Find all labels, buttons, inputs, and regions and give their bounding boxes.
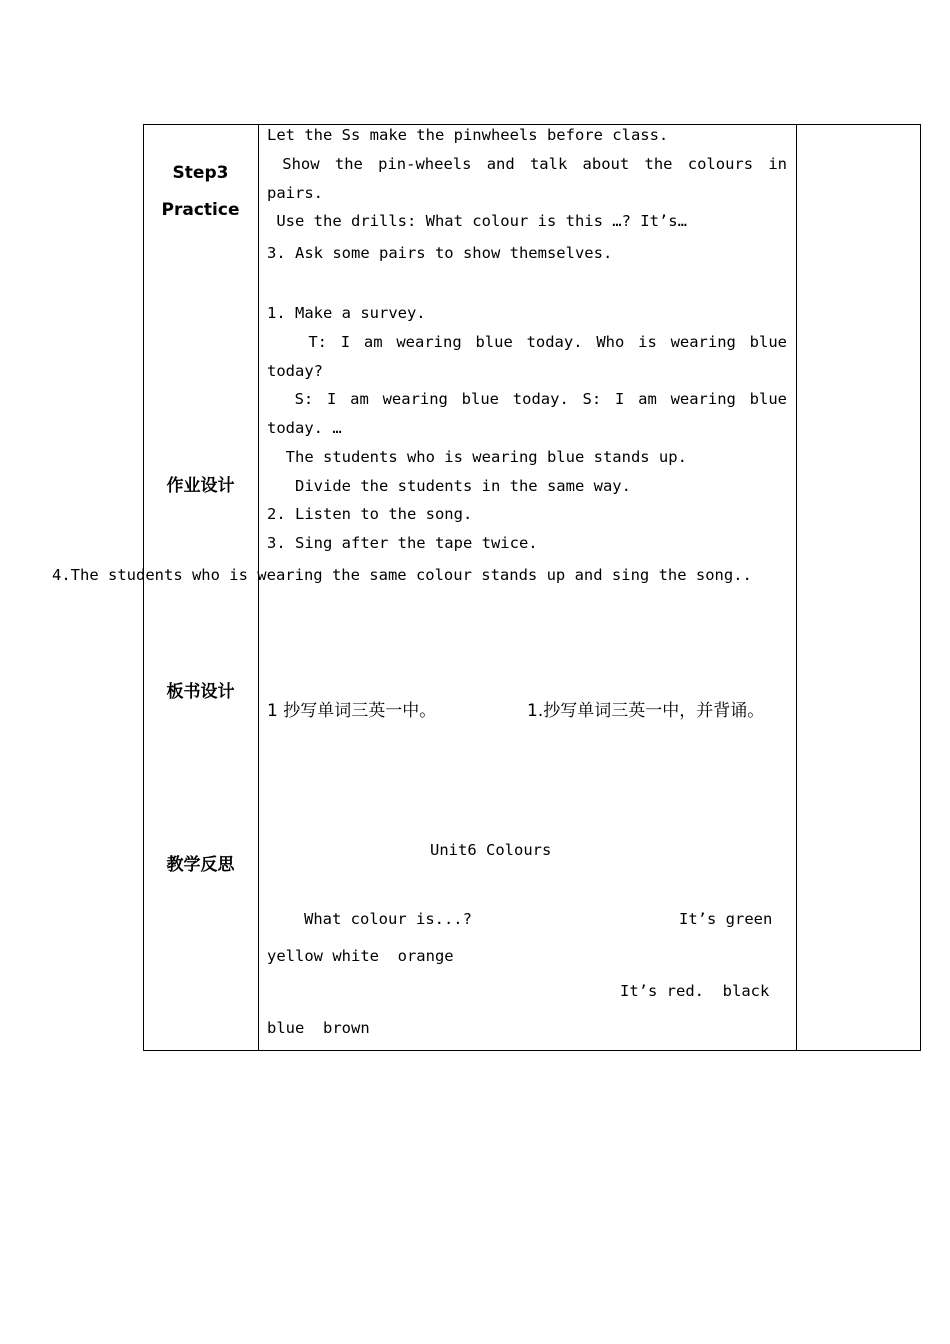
practice-line: 3. Ask some pairs to show themselves. bbox=[267, 244, 613, 262]
practice-label: Practice bbox=[161, 200, 240, 220]
homework-line: 3. Sing after the tape twice. bbox=[267, 534, 538, 552]
practice-line: Use the drills: What colour is this …? It’s… bbox=[267, 212, 687, 230]
homework-line: The students who is wearing blue stands up. bbox=[267, 448, 687, 466]
board-item: 1 抄写单词三英一中。 bbox=[267, 701, 437, 721]
practice-line: Let the Ss make the pinwheels before class. bbox=[267, 126, 669, 144]
homework-line: T: I am wearing blue today. Who is wearing blue bbox=[267, 333, 787, 351]
unit-title: Unit6 Colours bbox=[430, 841, 552, 859]
board-item: 1.抄写单词三英一中，并背诵。 bbox=[527, 701, 765, 721]
board-colours: yellow white orange bbox=[267, 947, 454, 965]
practice-line: Show the pin-wheels and talk about the colours in bbox=[267, 155, 787, 173]
step-label: Step3 bbox=[172, 163, 229, 183]
reflection-label: 教学反思 bbox=[166, 855, 235, 875]
board-question: What colour is...? bbox=[304, 910, 472, 928]
practice-line: pairs. bbox=[267, 184, 323, 202]
column-divider bbox=[796, 125, 797, 1050]
homework-line: today. … bbox=[267, 419, 342, 437]
homework-line: today? bbox=[267, 362, 323, 380]
board-design-label: 板书设计 bbox=[166, 682, 235, 702]
homework-label: 作业设计 bbox=[166, 476, 235, 496]
board-colours: blue brown bbox=[267, 1019, 370, 1037]
overflow-line: 4.The students who is wearing the same colour stands up and sing the song.. bbox=[52, 566, 752, 584]
board-answer: It’s green bbox=[679, 910, 773, 928]
column-divider bbox=[258, 125, 259, 1050]
homework-line: 1. Make a survey. bbox=[267, 304, 426, 322]
homework-line: 2. Listen to the song. bbox=[267, 505, 473, 523]
board-answer: It’s red. black bbox=[620, 982, 770, 1000]
homework-line: S: I am wearing blue today. S: I am wearing blue bbox=[267, 390, 787, 408]
homework-line: Divide the students in the same way. bbox=[267, 477, 631, 495]
lesson-plan-table bbox=[143, 124, 921, 1051]
